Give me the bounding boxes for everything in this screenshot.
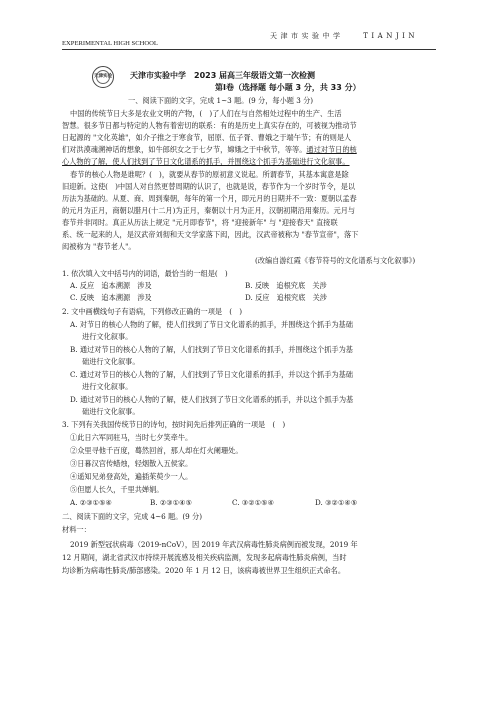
q1-option-b: B. 反映 追根究底 关涉 [245, 281, 327, 290]
section1-heading: 一、阅读下面的文字，完成 1~3 题。(9 分，每小题 3 分) [128, 96, 314, 105]
q3-option-a: A. ②③①⑤④ [70, 498, 112, 507]
passage-line: 春节并非同时。真正从历法上规定 "元月即春节"，将 "迎接新年" 与 "迎接春天" 直接联 [62, 218, 338, 227]
passage-line: 12 月期间，湖北省武汉市持续开展流感及相关疾病监测，发现多起病毒性肺炎病例，当时 [62, 553, 347, 562]
material-label: 材料一： [62, 525, 91, 534]
passage-line: 智慧。很多节日都与特定的人物有着密切的联系：有的是历史上真实存在的，可被视为推动节 [62, 121, 357, 130]
q1-option-c: C. 反映 追本溯源 涉及 [70, 293, 152, 302]
passage-line: 的元月为正月，商朝以腊月(十二月)为正月，秦朝以十月为正月，汉朝初期沿用秦历。元月与 [62, 206, 356, 215]
passage-line: 系、统一起来的人，是汉武帝刘彻和天文学家落下闳，因此，汉武帝被称为 "春节宣帝"，落下 [62, 230, 359, 239]
school-logo-icon: 天津实验 [92, 66, 114, 88]
passage-line: 历法为基础的。从夏、商、周到秦朝，每年的第一个月，即元月的日期并不一致：夏朝以孟春 [62, 194, 357, 203]
exam-subtitle: 第Ⅰ卷（选择题 每小题 3 分，共 33 分） [215, 83, 361, 92]
q1-option-a: A. 反应 追本溯源 涉及 [70, 281, 152, 290]
passage-source: (改编自游红霞《春节符号的文化谱系与文化叙事》) [255, 256, 416, 265]
q2-option-a: A. 对节日的核心人物的了解，使人们找到了节日文化谱系的抓手，并围绕这个抓手为基础 [70, 320, 353, 329]
q3-item: ④遥知兄弟登高处，遍插茱萸少一人。 [70, 472, 193, 481]
question-2-stem: 2. 文中画横线句子有语病，下列修改正确的一项是 ( ) [62, 307, 243, 316]
q2-option-d-cont: 础进行文化叙事。 [82, 407, 140, 416]
q3-item: ②众里寻他千百度，蓦然回首，那人却在灯火阑珊处。 [70, 446, 243, 455]
q3-option-b: B. ②③①④⑤ [150, 498, 193, 507]
q3-item: ⑤但愿人长久，千里共婵娟。 [70, 485, 164, 494]
q3-item: ③日暮汉宫传蜡烛，轻烟散入五侯家。 [70, 459, 193, 468]
q1-option-d: D. 反应 追根究底 关涉 [245, 293, 327, 302]
question-1-stem: 1. 依次填入文中括号内的词语，最恰当的一组是( ) [62, 269, 228, 278]
q3-item: ①此日六军同驻马，当时七夕笑牵牛。 [70, 433, 193, 442]
passage-line: 春节的核心人物是谁呢？( )，就要从春节的原初意义说起。所谓春节，其基本寓意是除 [70, 170, 349, 179]
passage-line: 旧迎新。这使( )中国人对自然更替周期的认识了，也就是说，春节作为一个岁时节令，是以 [62, 182, 356, 191]
passage-line: 日起源的 "文化英雄"，如介子推之于寒食节，屈原、伍子胥、曹娥之于端午节；有的则是人 [62, 133, 352, 142]
underlined-sentence: 通过对节日的核 [306, 145, 357, 154]
passage-line: 中国的传统节日大多是农业文明的产物，( )了人们在与自然相处过程中的生产、生活 [70, 109, 342, 118]
q2-option-c-cont: 进行文化叙事。 [82, 382, 133, 391]
q2-option-b: B. 通过对节日的核心人物的了解，人们找到了节日文化谱系的抓手，并围绕这个抓手为基 [70, 345, 353, 354]
q2-option-d: D. 通过对节日的核心人物的了解，使人们找到了节日文化谱系的抓手，并以这个抓手为基 [70, 395, 354, 404]
underlined-sentence: 心人物的了解，使人们找到了节日文化谱系的抓手，并围绕这个抓手为基础进行文化叙事。 [62, 157, 350, 166]
header-divider [62, 49, 436, 50]
q2-option-c: C. 通过对节日的核心人物的了解，人们找到了节日文化谱系的抓手，并以这个抓手为基础 [70, 370, 353, 379]
header-school-en: EXPERIMENTAL HIGH SCHOOL [62, 40, 158, 47]
q3-option-c: C. ③②①⑤④ [232, 498, 275, 507]
section2-heading: 二、阅读下面的文字，完成 4~6 题。(9 分) [62, 512, 203, 521]
header-school-cn: 天津市实验中学 [270, 32, 344, 40]
header-right [270, 31, 418, 41]
q3-option-d: D. ③②①④⑤ [315, 498, 358, 507]
header-city: TIANJIN [363, 32, 419, 40]
q2-option-b-cont: 础进行文化叙事。 [82, 357, 140, 366]
q2-option-a-cont: 进行文化叙事。 [82, 332, 133, 341]
question-3-stem: 3. 下列有关我国传统节日的诗句，按时间先后排列正确的一项是 ( ) [62, 420, 286, 429]
passage-line: 们对洪漠魂溯神话的想象，如牛郎织女之于七夕节，嫦娥之于中秋节，等等。通过对节日的核 [62, 145, 357, 154]
passage-line: 2019 新型冠状病毒（2019-nCoV），因 2019 年武汉病毒性肺炎病例而被发现，2019 年 [70, 540, 358, 549]
passage-line: 闳被称为 "春节老人"。 [62, 242, 136, 251]
passage-line: 均诊断为病毒性肺炎/肺部感染。2020 年 1 月 12 日，该病毒被世界卫生组织正式命名。 [62, 566, 346, 575]
exam-title: 天津市实验中学 2023 届高三年级语文第一次检测 [130, 71, 316, 80]
